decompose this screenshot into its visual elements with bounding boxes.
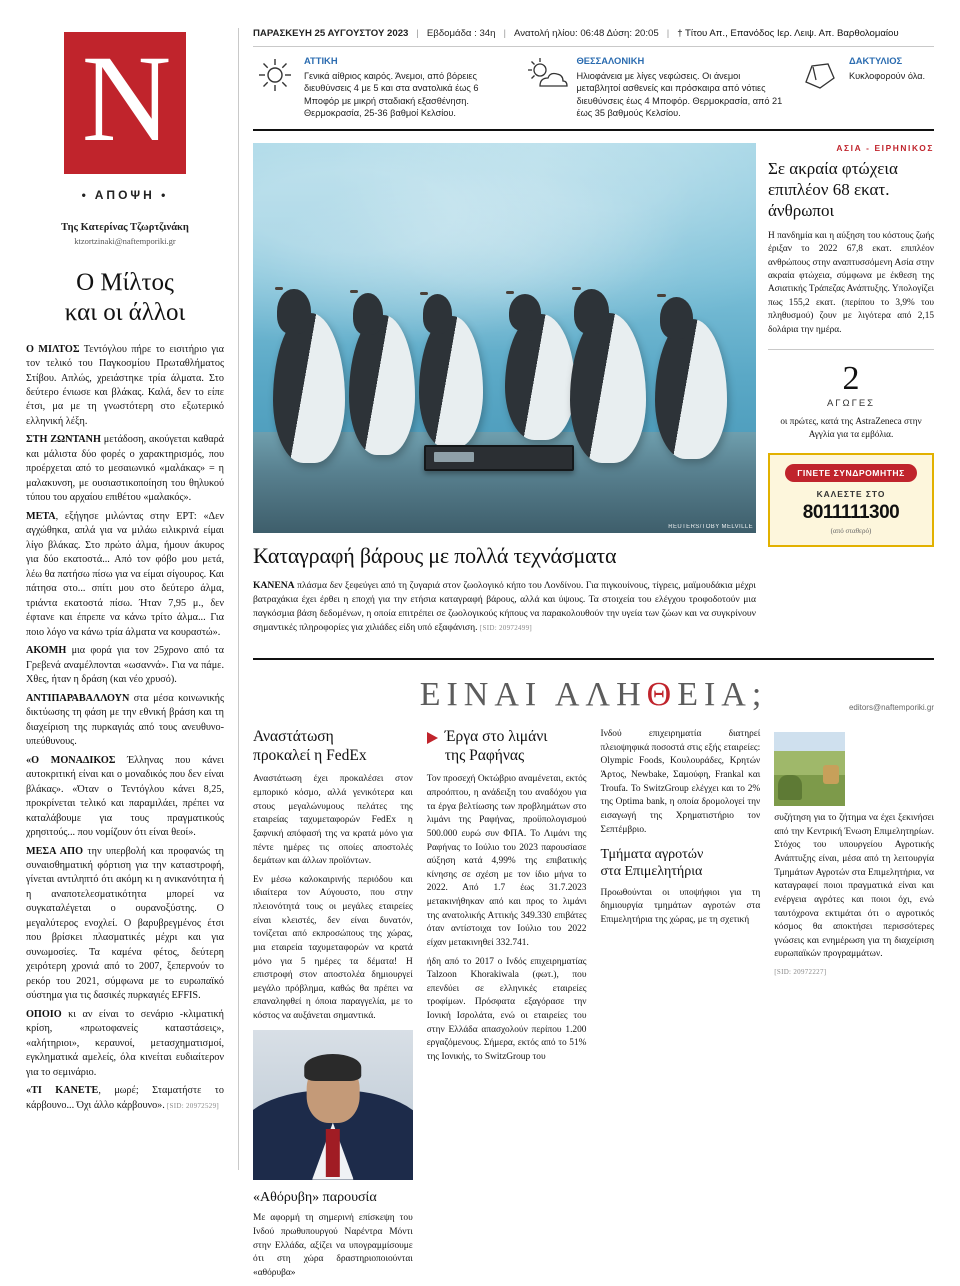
ad-fine-print: (από σταθερό) [830, 527, 872, 536]
weather-item-attiki [253, 55, 511, 119]
right-rail [768, 143, 934, 644]
field-photo [774, 732, 844, 806]
dateline-week: Εβδομάδα : 34η [426, 28, 496, 39]
hero-body: ΚΑΝΕΝΑ πλάσμα δεν ξεφεύγει από τη ζυγαριά στον ζωολογικό κήπο του Λονδίνου. Για πιγκουίνους, τίγρεις, μαϊμουδάκια μέχρι βατραχάκια έχει έρθει η εποχή για την ετήσια καταγραφή βάρους, αλλά και ύψους. Τα στοιχεία του ελέγχου τροφοδοτούν μια παγκόσμια βάση δεδομένων, η οποία επιτρέπει σε ζωολογικούς κήπους να παρακολουθούν την υγεία των ζώων και να συγκρίνουν σημαντικές πληροφορίες για χιλιάδες είδη υπό εξαφάνιση. [SID: 20972499] [253, 579, 756, 633]
byline [26, 220, 224, 248]
penguin-6 [655, 319, 727, 459]
hero-row [253, 143, 934, 644]
column-rafina [427, 728, 587, 1285]
truth-title-pre: ΕΙΝΑΙ ΑΛΗ [419, 676, 647, 714]
column-agrotes-top [774, 728, 934, 812]
bottom-columns [253, 728, 934, 1285]
ring-icon [798, 55, 842, 95]
weather-text-thessaloniki [576, 55, 783, 119]
dateline [253, 28, 934, 47]
penguin-4 [505, 314, 575, 440]
penguin-1 [273, 313, 345, 463]
opinion-label: • ΑΠΟΨΗ • [81, 188, 169, 202]
dateline-sep-1: | [416, 28, 419, 39]
rail-big-label: ΑΓΩΓΕΣ [826, 398, 876, 410]
penguin-5 [570, 313, 646, 463]
penguin-3 [419, 316, 483, 448]
column-switzgroup-subbody: Προωθούνται οι υποψήφιοι για τη δημιουργία τμημάτων αγροτών στα Επιμελητήρια της χώρας, με τη σχετική [600, 887, 761, 926]
sun-icon [253, 55, 297, 95]
truth-email[interactable]: editors@naftemporiki.gr [848, 703, 934, 713]
weather-text-attiki [304, 55, 511, 119]
rail-big-sub: οι πρώτες, κατά της AstraZeneca στην Αγγλία για τα εμβόλια. [780, 416, 922, 440]
column-agrotes-ref: [SID: 20972227] [774, 968, 827, 977]
weather-region-daktylios: ΔΑΚΤΥΛΙΟΣ [848, 55, 903, 66]
weather-desc-thessaloniki: Ηλιοφάνεια με λίγες νεφώσεις. Οι άνεμοι μεταβλητοί ασθενείς και πρόσκαιρα από νότιες διευθύνσεις έως 4 Μποφόρ. Θερμοκρασία, από 21 έως 35 βαθμούς Κελσίου. [576, 70, 783, 118]
weather-item-thessaloniki [525, 55, 783, 119]
masthead-logo-letter: N [81, 30, 169, 167]
rail-body: Η πανδημία και η αύξηση του κόστους ζωής έριξαν το 2022 67,8 εκατ. επιπλέον ανθρώπους στην αναπτυσσόμενη Ασία στην ακραία φτώχεια, σύμφωνα με έκθεση της Ασιατικής Τράπεζας Ανάπτυξης. Υπολογίζει πως 155,2 εκατ. (περίπου το 3,9% του πληθυσμού) ζουν με λιγότερα από 2,15 δολάρια την ημέρα. [768, 230, 934, 335]
column-fedex-subheadline: «Αθόρυβη» παρουσία [253, 1189, 377, 1205]
hero-photo [253, 143, 756, 533]
rail-kicker: ΑΣΙΑ - ΕΙΡΗΝΙΚΟΣ [836, 143, 934, 154]
byline-author: Της Κατερίνας Τζωρτζινάκη [61, 222, 189, 233]
hero-headline: Καταγραφή βάρους με πολλά τεχνάσματα [253, 543, 617, 569]
rail-headline: Σε ακραία φτώχεια επιπλέον 68 εκατ. άνθρωποι [768, 159, 898, 220]
column-fedex [253, 728, 413, 1285]
dateline-sun: Ανατολή ηλίου: 06:48 Δύση: 20:05 [513, 28, 659, 39]
sun-cloud-icon [525, 55, 569, 95]
column-fedex-headline: Αναστάτωση προκαλεί η FedEx [253, 728, 367, 764]
rail-big-number: 2 [842, 360, 860, 398]
opinion-body: Ο ΜΙΛΤΟΣ Τεντόγλου πήρε το εισιτήριο για τον τελικό του Παγκοσμίου Πρωταθλήματος Στίβου. Απλώς, χρειάστηκε τρία άλματα. Στο δεύτερο ένιωσε και βλάκας. Καλά, δεν το είπε έτσι, μα με τη γνωστότερη στο εξωτερικό ελληνική λέξη. ΣΤΗ ΖΩΝΤΑΝΗ μετάδοση, ακούγεται καθαρά και μάλιστα δύο φορές ο χαρακτηρισμός, που προέρχεται από το μεσαιωνικό «μαλάκας» = η μαλακυνση, με ουσιαστικοποίηση του θηλυκού τύπου του αρχαίου επιθέτου «μαλακός». ΜΕΤΑ, εξήγησε μιλώντας στην ΕΡΤ: «Δεν αγχώθηκα, απλά για να μιλάω ειλικρινά είμαι λίγο βλάκας. Στο πρώτο άλμα, ήμουν άκυρος για δύο εκατοστά... Από τον φόβο μου μετά, λέω θα πατήσω πίσω για να είμαι σίγουρος. Και πάτησα στο... σπίτι μου στο δεύτερο άλμα, τριάντα εκατοστά πίσω. Ήταν 7,95 μ., δεν έφτανε και έπρεπε να κάνω τρίτο άλμα... Για ποιο λόγο να κάνω τρία άλματα να κουραστώ». ΑΚΟΜΗ μια φορά για τον 25χρονο από τα Γρεβενά αναμέλπονται «ωσαννά». Για να πάμε. Χθες, ήταν η δράση (και νέο χρυσό). ΑΝΤΙΠΑΡΑΒΑΛΛΟΥΝ στα μέσα κοινωνικής δικτύωσης τη φάση με την εθνική βράση και τη διαχείριση της πυρκαγιάς από τους ανευθυνο-υπεύθυνους. «Ο ΜΟΝΑΔΙΚΟΣ Έλληνας που κάνει αυτοκριτική είναι και ο μοναδικός που δεν είναι βλάκας». «Όταν ο Τεντόγλου κάνει 8,25, προκρίνεται τελικό και παραμιλάει, πρέπει να καταλάβουμε για τους πραγματικούς χρησιτούς... που νομίζουν ότι είναι θεοί». ΜΕΣΑ ΑΠΟ την υπερβολή και προφανώς τη συναισθηματική φόρτιση για την καταστροφή, γίνεται αντιληπτό ότι ακόμη κι η ανικανότητα ή η αναποτελεσματικότητα μπορεί να συγκαταλέγεται ο ουρανοξύστης. Ο μεγαλύτερος ενοχλεί. Ο βαρυβρεγμένος έτσι που βρίσκει πλασματικές μέχρι και για συνωμοσίες. Τα καμένα φέτος, δεύτερη χειρότερη χρονιά από το 2007, ξεπερνούν το ρεκόρ του 2021, σύμφωνα με το ευρωπαϊκό σύστημα για τις δασικές πυρκαγιές EFFIS. ΟΠΟΙΟ κι αν είναι το σενάριο -κλιματική κρίση, «πρωτοφανείς καταστάσεις», «αλήτηριοι», κεραυνοί, μετασχηματισμοί, εγκληματικά αμελείς, όλα κινείται ευδιαίτερον για το σεμινάριο. «ΤΙ ΚΑΝΕΤΕ, μωρέ; Σταματήστε το κάρβουνο... Όχι άλλο κάρβουνο». [SID: 20972529] [26, 343, 224, 1111]
dateline-sep-3: | [666, 28, 670, 39]
weather-item-daktylios [798, 55, 934, 119]
subscribe-badge[interactable]: ΓΙΝΕΤΕ ΣΥΝΔΡΟΜΗΤΗΣ [785, 464, 917, 482]
main-content [238, 28, 934, 1278]
dateline-saints: † Τίτου Απ., Επανόδος Ιερ. Λειψ. Απ. Βαρθολομαίου [677, 28, 899, 39]
column-fedex-body: Αναστάτωση έχει προκαλέσει στον εμπορικό κόσμο, αλλά γενικότερα και στους μεγαλώνυμους πελάτες της εταιρείας ταχυμεταφορών FedEx η ξαφνική απόφασή της να κρατά μόνο για πέντε ημέρες τις οποίες αποστολές δεμάτων και άλλων προϊόντων. Εν μέσω καλοκαιρινής περιόδου και ιδιαίτερα τον Αύγουστο, που στην πλειονότητά τους οι μεγάλες εταιρείες είναι κλειστές, δεν είναι δυνατόν, τονίζεται από εκπροσώπους της χώρας, μια εταιρεία ταχυμεταφορών να κρατά μόνο για 5 ημέρες τα δέματα! Η επιστροφή στον αποστολέα δημιουργεί μεγάλο πρόβλημα, καθώς θα πρέπει να επαναληφθεί η όποια παραγγελία, με το κόστος να αυξάνεται σημαντικά. [253, 774, 413, 1021]
weather-region-thessaloniki: ΘΕΣΣΑΛΟΝΙΚΗ [576, 55, 645, 66]
subscription-ad[interactable] [768, 453, 934, 547]
column-switzgroup-subheadline: Τμήματα αγροτών στα Επιμελητήρια [600, 847, 704, 879]
weather-text-daktylios [849, 55, 925, 119]
opinion-column [26, 28, 238, 1170]
truth-banner [253, 658, 934, 714]
column-agrotes-body: συζήτηση για το ζήτημα να έχει ξεκινήσει από την Κεντρική Ένωση Επιμελητηρίων. Στόχος του υπουργείου Αγροτικής Ανάπτυξης είναι, μέσα από τη λειτουργία Τμημάτων Αγροτών στα Επιμελητήρια, να καταγραφεί ποιοι πραγματικά είναι και ενέργεια αγρότες και ποιοι όχι, ενώ ταυτόχρονα εκτιμάται ότι ο αγροτικός κόσμος θα αποκτήσει περισσότερες γνώσεις και ενημέρωση για τη διαχείριση ευρωπαϊκών προγραμμάτων. [774, 813, 934, 960]
arrow-icon [427, 732, 438, 744]
dateline-sep-2: | [503, 28, 506, 39]
rail-divider [768, 349, 934, 350]
portrait-photo [253, 1030, 413, 1180]
weather-strip [253, 55, 934, 131]
truth-title-post: ΕΙΑ; [677, 676, 768, 714]
column-fedex-subbody: Με αφορμή τη σημερινή επίσκεψη του Ινδού πρωθυπουργού Ναρέντρα Μόντι στην Ελλάδα, αξίζει να υπογραμμίσουμε ότι στη χώρα δραστηριοποιούνται «αθόρυβα» [253, 1213, 413, 1278]
hero-article [253, 143, 756, 644]
dateline-date: ΠΑΡΑΣΚΕΥΗ 25 ΑΥΓΟΥΣΤΟΥ 2023 [253, 28, 409, 39]
column-rafina-body: Τον προσεχή Οκτώβριο αναμένεται, εκτός απροόπτου, η ανάδειξη του αναδόχου για τα έργα βελτίωσης των προβλημάτων στο λιμάνι της Ραφήνας, προϋπολογισμού 500.000 ευρώ συν ΦΠΑ. Το Λιμάνι της Ραφήνας το Ιούλιο του 2023 παρουσίασε αύξηση κατά 4,99% της επιβατικής κίνησης σε σχέση με τον ίδιο μήνα το 2022. Από 1.7 έως 31.7.2023 μετακινήθηκαν από και προς το λιμάνι της ανατολικής Αττικής 349.330 επιβάτες όταν αντίστοιχα τον Ιούλιο του 2022 είχαν μετακινηθεί 332.741. ήδη από το 2017 ο Ινδός επιχειρηματίας Talzoon Khorakiwala (φωτ.), που επενδύει σε ελληνικές εταιρείες τροφίμων. Πρόσφατα εξαγόρασε την Ιονική Ισρολάτα, ενώ οι εταιρείες του στην Ελλάδα απασχολούν περίπου 1.200 εργαζόμενους. Σήμερα, εκτός από το 51% της Ιονικής, το SwitzGroup του [426, 774, 587, 1062]
weather-desc-attiki: Γενικά αίθριος καιρός. Άνεμοι, από βόρειες διευθύνσεις 4 με 5 και στα ανατολικά έως 6 Μποφόρ με μικρή σταδιακή εξασθένηση. Θερμοκρασία, 25-36 βαθμοί Κελσίου. [304, 70, 479, 118]
column-switzgroup-body: Ινδού επιχειρηματία διατηρεί πλειοψηφικά ποσοστά στις εξής εταιρείες: Olympic Foods, Κουλουράδες, Κρητών Άρτος, Newbake, Σαμούφη, Frankal και Troufa. Το SwitzGroup ελέγχει και το 2% της Optima bank, η οποία δρομολογεί την εισαγωγή της Χρηματιστήριο τον Σεπτέμβριο. [600, 729, 761, 835]
weather-desc-daktylios: Κυκλοφορούν όλα. [848, 70, 926, 81]
photo-credit: REUTERS/TOBY MELVILLE [668, 524, 753, 531]
byline-email[interactable]: ktzortzinaki@naftemporiki.gr [74, 236, 176, 247]
penguin-2 [349, 315, 415, 455]
page-title: Ο Μίλτος και οι άλλοι [64, 268, 186, 327]
truth-title-theta: Θ [646, 676, 678, 714]
animal-scale [424, 445, 574, 471]
ad-call-label: ΚΑΛΕΣΤΕ ΣΤΟ [816, 489, 886, 500]
column-switzgroup [601, 728, 761, 1285]
masthead-logo [64, 32, 186, 174]
column-agrotes [774, 728, 934, 1285]
column-rafina-headline: Έργα στο λιμάνι της Ραφήνας [427, 728, 587, 765]
weather-region-attiki: ΑΤΤΙΚΗ [304, 55, 338, 66]
ad-phone-number[interactable]: 8011111300 [802, 502, 900, 524]
truth-title [253, 676, 934, 714]
